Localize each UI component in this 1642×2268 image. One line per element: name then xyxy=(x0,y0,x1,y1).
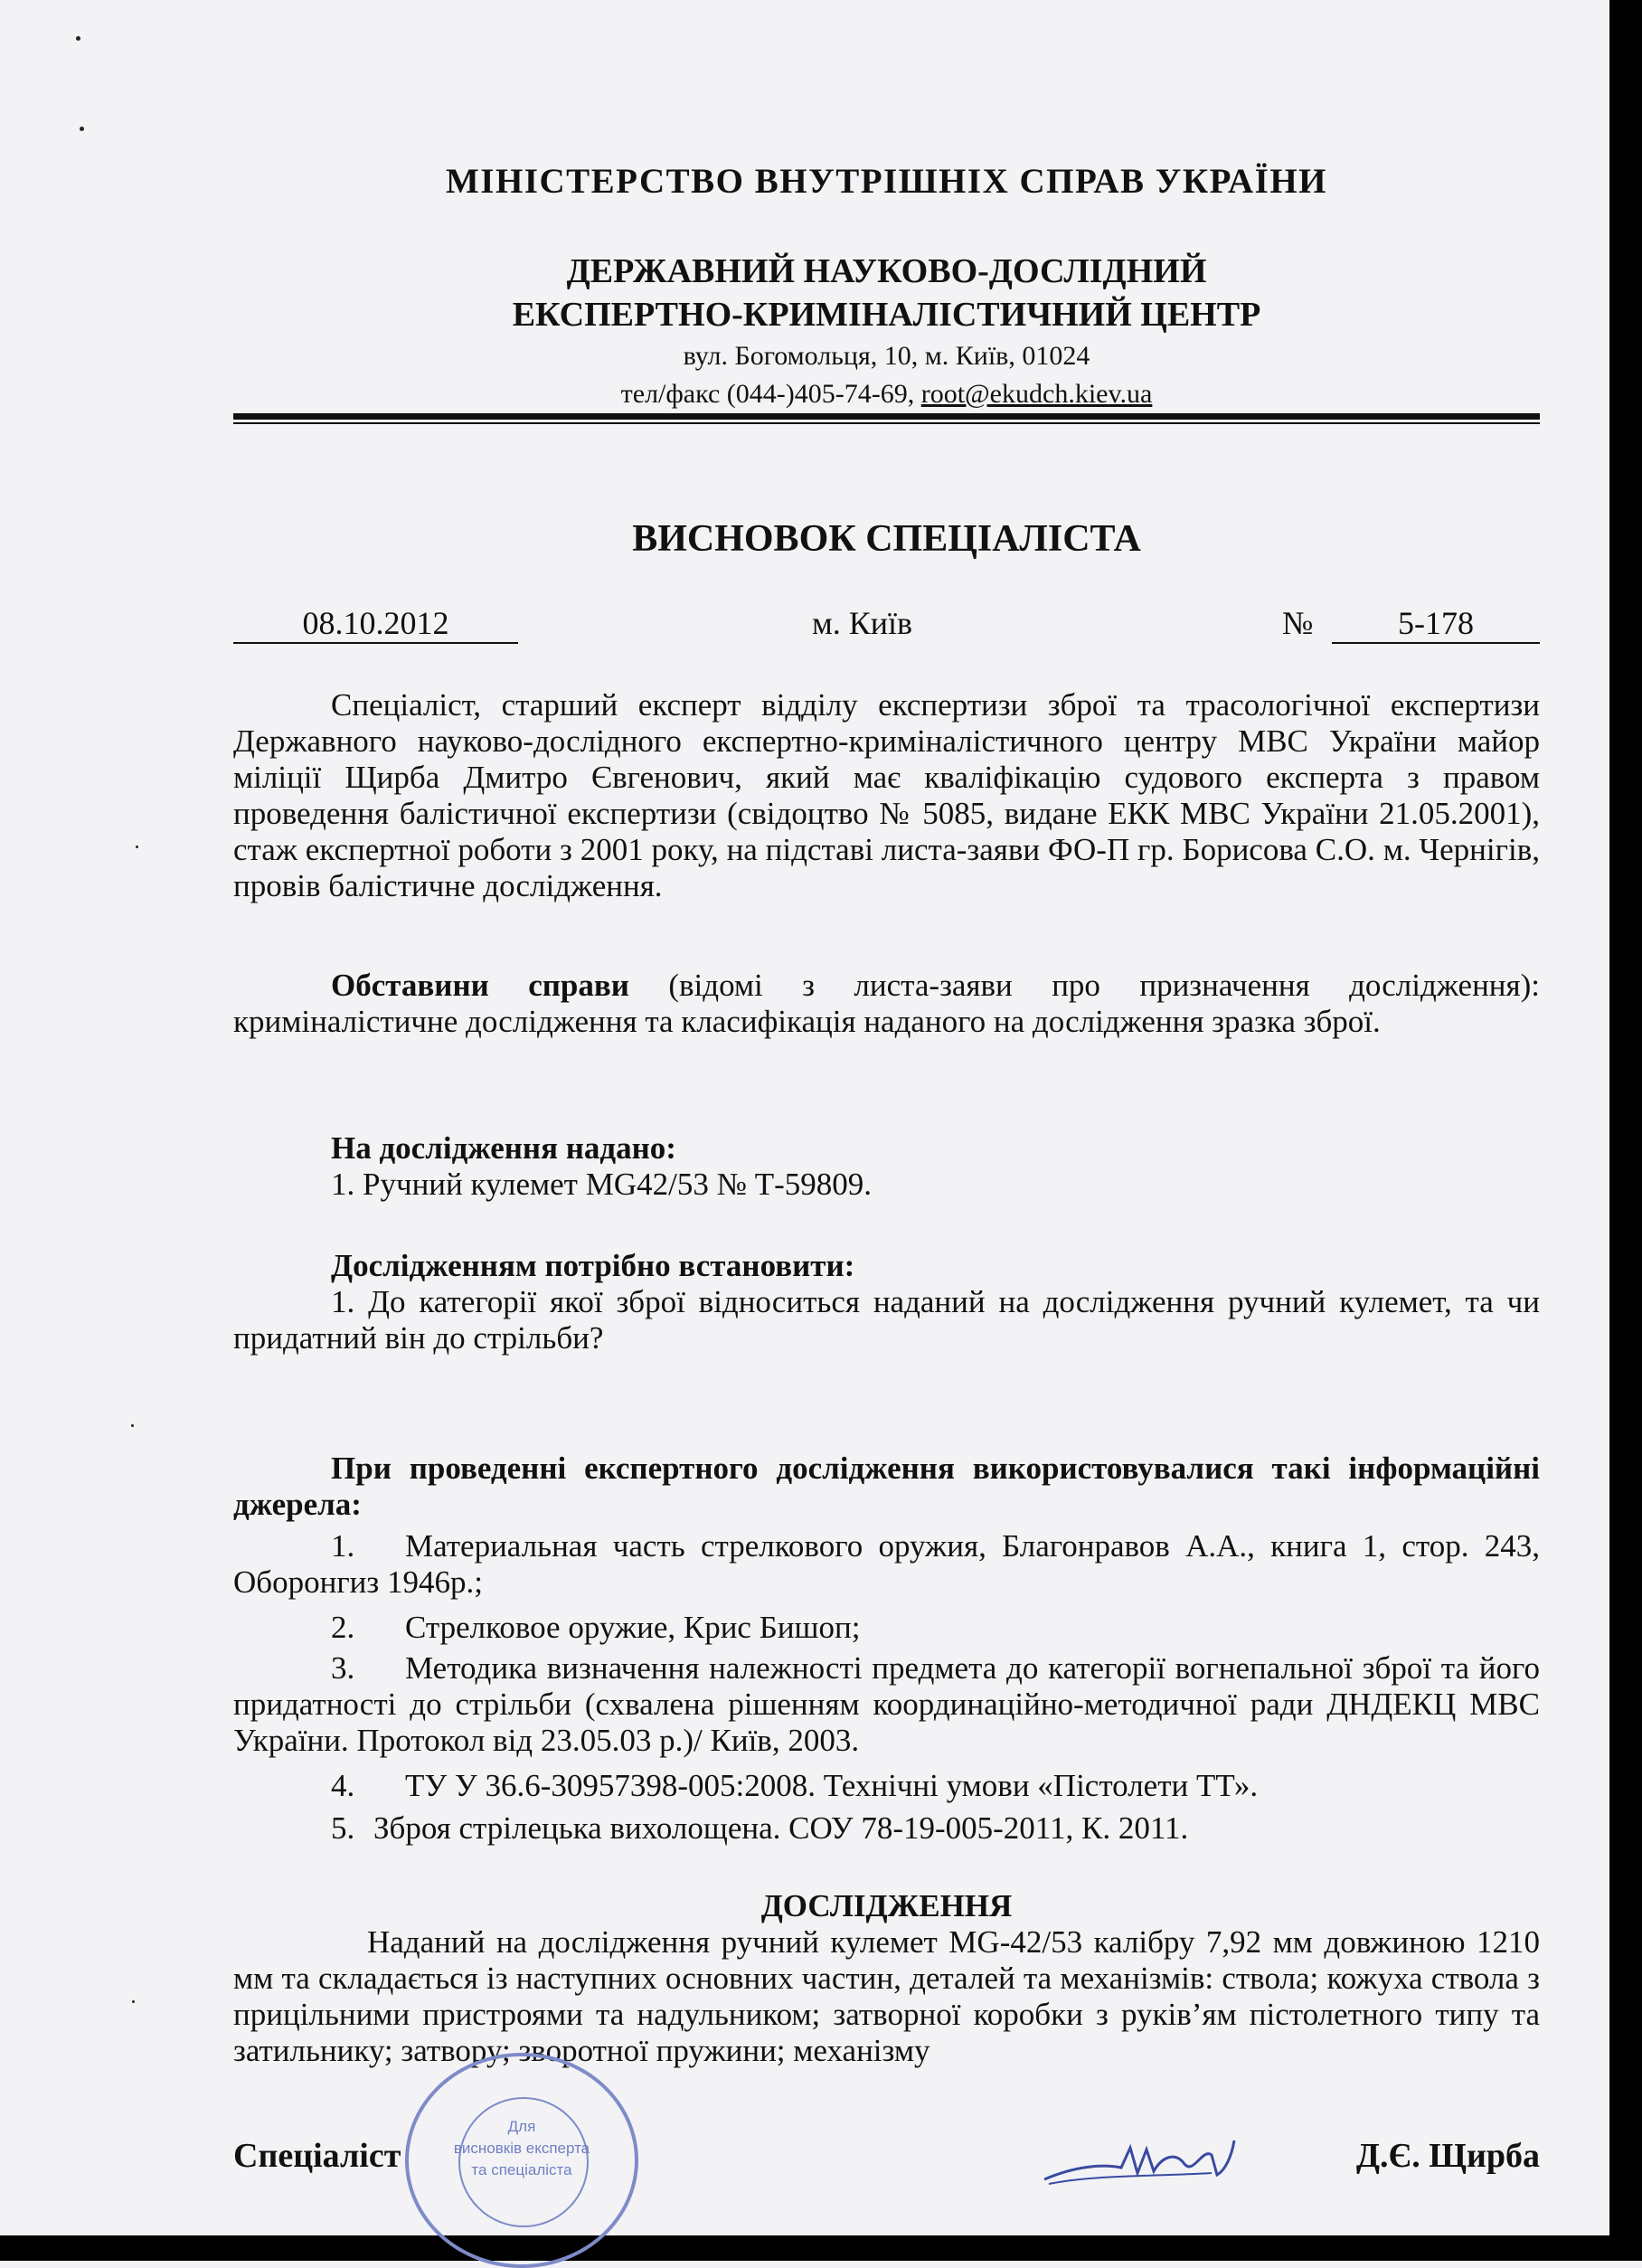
organization-name xyxy=(233,250,1540,336)
source-number: 1. xyxy=(331,1528,355,1564)
research-heading: ДОСЛІДЖЕННЯ xyxy=(760,1888,1013,1923)
circumstances-paragraph xyxy=(233,968,1540,1040)
signer-role: Спеціаліст xyxy=(233,2137,401,2175)
official-stamp xyxy=(405,2053,638,2268)
source-item xyxy=(233,1810,1540,1847)
circumstances-label: Обставини справи xyxy=(331,968,629,1003)
document-city: м. Київ xyxy=(812,605,913,641)
phone-fax: тел/факс (044-)405-74-69, xyxy=(620,379,921,409)
source-number: 2. xyxy=(331,1610,355,1645)
signer-name: Д.Є. Щирба xyxy=(1355,2137,1540,2175)
organization-name-line2: ЕКСПЕРТНО-КРИМІНАЛІСТИЧНИЙ ЦЕНТР xyxy=(512,296,1261,334)
questions-text: 1. До категорії якої зброї відноситься наданий на дослідження ручний кулемет, та чи придатний він до стрільби? xyxy=(233,1284,1540,1356)
source-item xyxy=(233,1610,1540,1646)
scan-speck xyxy=(76,36,80,41)
scan-speck xyxy=(136,846,138,848)
date-city-number-row xyxy=(233,604,1540,647)
scan-edge-bottom xyxy=(0,2235,1642,2261)
document-date: 08.10.2012 xyxy=(233,604,518,644)
source-item xyxy=(233,1768,1540,1804)
source-text: ТУ У 36.6-30957398-005:2008. Технічні умови «Пістолети ТТ». xyxy=(405,1768,1259,1803)
research-paragraph: Наданий на дослідження ручний кулемет MG-42/53 калібру 7,92 мм довжиною 1210 мм та складається із наступних основних частин, деталей та механізмів: ствола; кожуха ствола з прицільними пристроями та надульником; затворної коробки з руків’ям пістолетного типу та затильнику; затвору; зворотної пружини; механізму xyxy=(233,1924,1540,2068)
stamp-text: Для xyxy=(507,2118,536,2135)
provided-item: 1. Ручний кулемет MG42/53 № Т-59809. xyxy=(331,1167,873,1202)
source-text: Методика визначення належності предмета до категорії вогнепальної зброї та його придатності до стрільби (схвалена рішенням координаційно-методичної ради ДНДЕКЦ МВС України. Протокол від 23.05.03 р.)/ Київ, 2003. xyxy=(233,1650,1540,1758)
source-item xyxy=(233,1650,1540,1759)
source-number: 4. xyxy=(331,1768,355,1803)
document-title: ВИСНОВОК СПЕЦІАЛІСТА xyxy=(632,518,1141,560)
contact-line xyxy=(233,375,1540,413)
intro-paragraph: Спеціаліст, старший експерт відділу експертизи зброї та трасологічної експертизи Державного науково-дослідного експертно-криміналістичного центру МВС України майор міліції Щирба Дмитро Євгенович, який має кваліфікацію судового експерта з правом проведення балістичної експертизи (свідоцтво № 5085, видане ЕКК МВС України 21.05.2001), стаж експертної роботи з 2001 року, на підставі листа-заяви ФО-П гр. Борисова С.О. м. Чернігів, провів балістичне дослідження. xyxy=(233,687,1540,903)
sources-heading: При проведенні експертного дослідження використовувалися такі інформаційні джерела: xyxy=(233,1451,1540,1522)
source-text: Стрелковое оружие, Крис Бишоп; xyxy=(405,1610,861,1645)
header-divider-thin xyxy=(233,422,1540,424)
questions-heading: Дослідженням потрібно встановити: xyxy=(331,1248,855,1283)
source-text: Зброя стрілецька вихолощена. СОУ 78-19-005-2011, К. 2011. xyxy=(373,1810,1189,1846)
provided-heading: На дослідження надано: xyxy=(331,1130,676,1166)
scan-edge-right xyxy=(1609,0,1642,2261)
document-number: 5-178 xyxy=(1332,604,1540,644)
scan-speck xyxy=(80,127,84,131)
organization-name-line1: ДЕРЖАВНИЙ НАУКОВО-ДОСЛІДНИЙ xyxy=(566,252,1207,290)
address-line: вул. Богомольця, 10, м. Київ, 01024 xyxy=(683,341,1090,371)
circumstances-text: (відомі з листа-заяви про призначення дослідження): криміналістичне дослідження та класифікація наданого на дослідження зразка зброї. xyxy=(233,968,1541,1039)
stamp-text: висновків експерта xyxy=(453,2140,590,2157)
source-number: 5. xyxy=(331,1810,355,1846)
stamp-text: та спеціаліста xyxy=(471,2161,572,2178)
handwritten-signature xyxy=(1040,2130,1239,2193)
number-label: № xyxy=(1282,605,1314,641)
source-text: Материальная часть стрелкового оружия, Благонравов А.А., книга 1, стор. 243, Оборонгиз 1946р.; xyxy=(233,1528,1540,1600)
email-link[interactable]: root@ekudch.kiev.ua xyxy=(920,379,1153,409)
organization-address xyxy=(233,337,1540,413)
source-item xyxy=(233,1528,1540,1601)
scan-speck xyxy=(131,1424,134,1427)
header-divider xyxy=(233,413,1540,420)
ministry-heading: МІНІСТЕРСТВО ВНУТРІШНІХ СПРАВ УКРАЇНИ xyxy=(445,162,1327,201)
source-number: 3. xyxy=(331,1650,355,1686)
scan-speck xyxy=(132,2000,135,2003)
